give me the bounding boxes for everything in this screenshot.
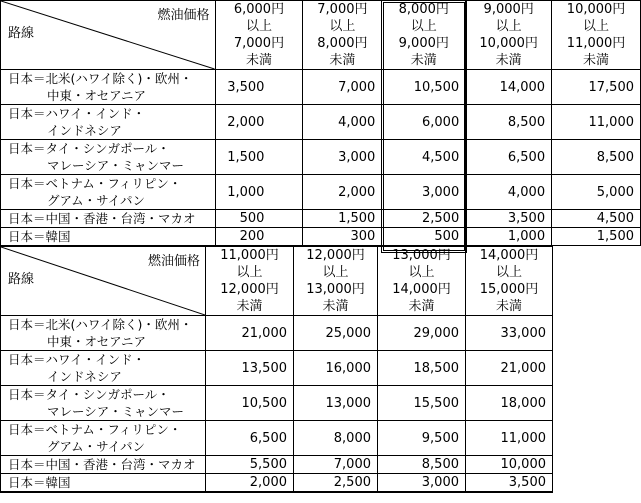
surcharge-value: 4,000 xyxy=(303,105,382,140)
surcharge-value: 33,000 xyxy=(466,316,553,351)
corner-price-label: 燃油価格 xyxy=(147,254,200,269)
surcharge-value: 3,500 xyxy=(466,474,553,493)
table-row xyxy=(1,228,641,246)
surcharge-value: 8,500 xyxy=(378,456,466,474)
surcharge-table-upper xyxy=(0,0,641,246)
price-band-header: 12,000円 以上 13,000円 未満 xyxy=(294,247,378,316)
price-band-header: 11,000円 以上 12,000円 未満 xyxy=(206,247,294,316)
surcharge-value: 10,500 xyxy=(382,70,466,105)
corner-cell xyxy=(1,1,216,70)
surcharge-value: 10,000 xyxy=(466,456,553,474)
route-label: 日本＝北米(ハワイ除く)・欧州・ 中東・オセアニア xyxy=(1,70,216,105)
surcharge-value: 29,000 xyxy=(378,316,466,351)
surcharge-value: 9,500 xyxy=(378,421,466,456)
route-label: 日本＝中国・香港・台湾・マカオ xyxy=(1,210,216,228)
surcharge-value: 7,000 xyxy=(303,70,382,105)
price-band-header: 9,000円 以上 10,000円 未満 xyxy=(466,1,552,70)
surcharge-value: 18,500 xyxy=(378,351,466,386)
route-label: 日本＝ハワイ・インド・ インドネシア xyxy=(1,105,216,140)
surcharge-value: 500 xyxy=(382,228,466,246)
header-row xyxy=(1,1,641,70)
surcharge-value: 15,500 xyxy=(378,386,466,421)
surcharge-value: 3,000 xyxy=(378,474,466,493)
surcharge-value: 11,000 xyxy=(466,421,553,456)
table-row xyxy=(1,456,553,474)
table-row xyxy=(1,70,641,105)
table-row xyxy=(1,316,553,351)
surcharge-value: 5,500 xyxy=(206,456,294,474)
table-row xyxy=(1,175,641,210)
route-label: 日本＝中国・香港・台湾・マカオ xyxy=(1,456,206,474)
surcharge-value: 200 xyxy=(215,228,303,246)
price-band-header: 10,000円 以上 11,000円 未満 xyxy=(552,1,641,70)
surcharge-value: 1,500 xyxy=(552,228,641,246)
table-row xyxy=(1,351,553,386)
route-label: 日本＝タイ・シンガポール・ マレーシア・ミャンマー xyxy=(1,140,216,175)
surcharge-value: 2,000 xyxy=(303,175,382,210)
table-row xyxy=(1,140,641,175)
surcharge-value: 25,000 xyxy=(294,316,378,351)
route-label: 日本＝ハワイ・インド・ インドネシア xyxy=(1,351,206,386)
route-label: 日本＝タイ・シンガポール・ マレーシア・ミャンマー xyxy=(1,386,206,421)
table-row xyxy=(1,105,641,140)
price-band-header: 14,000円 以上 15,000円 未満 xyxy=(466,247,553,316)
surcharge-value: 4,500 xyxy=(382,140,466,175)
surcharge-value: 500 xyxy=(215,210,303,228)
surcharge-value: 6,500 xyxy=(466,140,552,175)
corner-route-label: 路線 xyxy=(8,272,35,287)
surcharge-value: 11,000 xyxy=(552,105,641,140)
surcharge-value: 2,500 xyxy=(382,210,466,228)
surcharge-value: 13,000 xyxy=(294,386,378,421)
corner-route-label: 路線 xyxy=(8,26,35,41)
price-band-header: 7,000円 以上 8,000円 未満 xyxy=(303,1,382,70)
price-band-header: 6,000円 以上 7,000円 未満 xyxy=(215,1,303,70)
surcharge-value: 21,000 xyxy=(466,351,553,386)
surcharge-value: 10,500 xyxy=(206,386,294,421)
table-row xyxy=(1,210,641,228)
surcharge-value: 2,500 xyxy=(294,474,378,493)
surcharge-value: 4,000 xyxy=(466,175,552,210)
surcharge-value: 8,500 xyxy=(552,140,641,175)
surcharge-value: 8,000 xyxy=(294,421,378,456)
price-band-header: 13,000円 以上 14,000円 未満 xyxy=(378,247,466,316)
surcharge-value: 3,500 xyxy=(466,210,552,228)
price-band-header-highlighted: 8,000円 以上 9,000円 未満 xyxy=(382,1,466,70)
corner-cell xyxy=(1,247,206,316)
surcharge-value: 5,000 xyxy=(552,175,641,210)
surcharge-value: 3,000 xyxy=(382,175,466,210)
route-label: 日本＝北米(ハワイ除く)・欧州・ 中東・オセアニア xyxy=(1,316,206,351)
route-label: 日本＝ベトナム・フィリピン・ グアム・サイパン xyxy=(1,421,206,456)
surcharge-value: 8,500 xyxy=(466,105,552,140)
surcharge-value: 14,000 xyxy=(466,70,552,105)
surcharge-value: 3,500 xyxy=(215,70,303,105)
table-row xyxy=(1,474,553,493)
surcharge-value: 7,000 xyxy=(294,456,378,474)
surcharge-value: 300 xyxy=(303,228,382,246)
surcharge-table-lower xyxy=(0,246,553,493)
surcharge-value: 18,000 xyxy=(466,386,553,421)
table-row xyxy=(1,386,553,421)
surcharge-value: 6,000 xyxy=(382,105,466,140)
surcharge-value: 3,000 xyxy=(303,140,382,175)
surcharge-value: 2,000 xyxy=(206,474,294,493)
surcharge-value: 1,500 xyxy=(303,210,382,228)
header-row xyxy=(1,247,553,316)
surcharge-value: 4,500 xyxy=(552,210,641,228)
surcharge-value: 21,000 xyxy=(206,316,294,351)
route-label: 日本＝ベトナム・フィリピン・ グアム・サイパン xyxy=(1,175,216,210)
surcharge-value: 1,500 xyxy=(215,140,303,175)
surcharge-value: 16,000 xyxy=(294,351,378,386)
surcharge-value: 1,000 xyxy=(466,228,552,246)
route-label: 日本＝韓国 xyxy=(1,474,206,493)
surcharge-value: 17,500 xyxy=(552,70,641,105)
surcharge-value: 1,000 xyxy=(215,175,303,210)
corner-price-label: 燃油価格 xyxy=(157,8,210,23)
route-label: 日本＝韓国 xyxy=(1,228,216,246)
table-row xyxy=(1,421,553,456)
surcharge-value: 6,500 xyxy=(206,421,294,456)
surcharge-value: 2,000 xyxy=(215,105,303,140)
surcharge-value: 13,500 xyxy=(206,351,294,386)
